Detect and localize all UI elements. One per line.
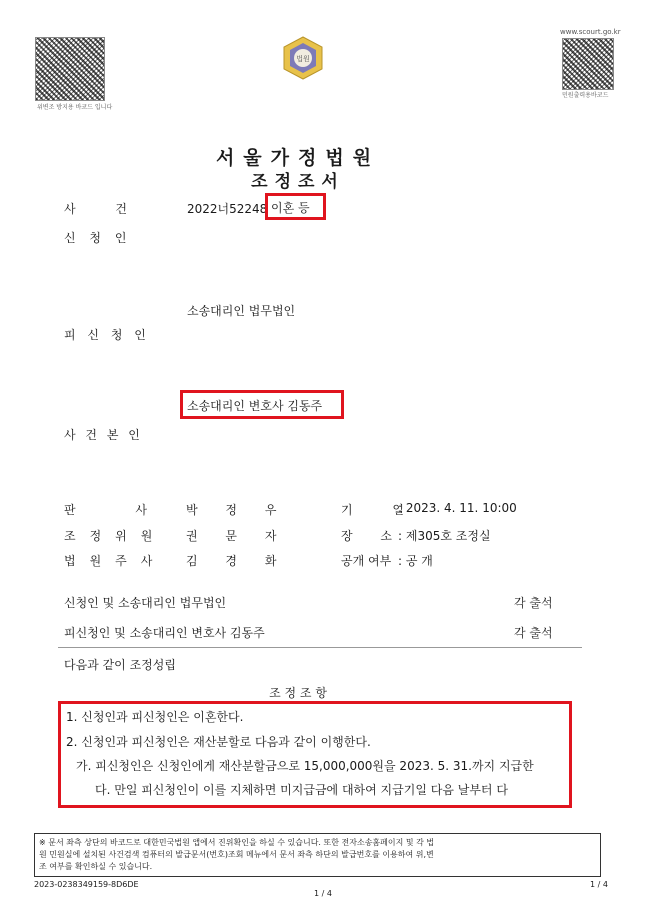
page-number: 1 / 4 bbox=[314, 889, 332, 898]
judge-name: 박 정 우 bbox=[186, 503, 289, 517]
principal-label: 사 건 본 인 bbox=[64, 428, 143, 442]
mediator-label: 조정위원 bbox=[64, 529, 167, 543]
svg-text:법원: 법원 bbox=[296, 55, 310, 63]
notice-line: ※ 문서 좌측 상단의 바코드로 대한민국법원 앱에서 진위확인을 하실 수 있습니다. 또한 전자소송홈페이지 및 각 법 bbox=[39, 838, 435, 847]
court-url: www.scourt.go.kr bbox=[560, 28, 621, 36]
mediation-result: 다음과 같이 조정성립 bbox=[64, 658, 176, 672]
civil-barcode bbox=[562, 38, 614, 90]
case-number: 2022너52248 bbox=[187, 202, 268, 216]
term-2: 2. 신청인과 피신청인은 재산분할로 다음과 같이 이행한다. bbox=[66, 735, 371, 749]
term-1: 1. 신청인과 피신청인은 이혼한다. bbox=[66, 710, 244, 724]
court-emblem-icon bbox=[280, 35, 326, 81]
notice-line: 조 여부를 확인하실 수 있습니다. bbox=[39, 862, 153, 871]
public-value: : 공 개 bbox=[398, 554, 433, 568]
document-number: 2023-0238349159-8D6DE bbox=[34, 880, 139, 889]
mediator-name: 권 문 자 bbox=[186, 529, 289, 543]
clerk-label: 법원주사 bbox=[64, 554, 167, 568]
notice-line: 원 민원실에 설치된 사건검색 컴퓨터의 발급문서(번호)조회 메뉴에서 문서 좌측 하단의 발급번호를 이용하여 위,변 bbox=[39, 850, 434, 859]
attendance-respondent-status: 각 출석 bbox=[514, 626, 553, 640]
applicant-label: 신 청 인 bbox=[64, 231, 132, 245]
document-title: 조정조서 bbox=[251, 172, 345, 192]
date-value: : 2023. 4. 11. 10:00 bbox=[398, 501, 517, 515]
right-barcode-caption: 민원출력용바코드 bbox=[562, 92, 609, 99]
terms-heading: 조 정 조 항 bbox=[269, 686, 327, 700]
verification-notice bbox=[34, 833, 601, 877]
applicant-agent: 소송대리인 법무법인 bbox=[187, 304, 296, 318]
clerk-name: 김 경 화 bbox=[186, 554, 289, 568]
court-title: 서울가정법원 bbox=[215, 147, 381, 169]
attendance-applicant: 신청인 및 소송대리인 법무법인 bbox=[64, 596, 227, 610]
term-2-a: 가. 피신청인은 신청인에게 재산분할금으로 15,000,000원을 2023. 5. 31.까지 지급한 bbox=[76, 759, 534, 773]
judge-label: 판 사 bbox=[64, 503, 175, 517]
page-number-right: 1 / 4 bbox=[590, 880, 608, 889]
term-2-a-cont: 다. 만일 피신청인이 이를 지체하면 미지급금에 대하여 지급기일 다음 날부터 다 bbox=[95, 783, 508, 797]
case-name: 이혼 등 bbox=[271, 201, 310, 215]
respondent-agent: 소송대리인 변호사 김동주 bbox=[187, 399, 323, 413]
left-barcode-caption: 위변조 방지용 바코드 입니다 bbox=[37, 104, 113, 111]
case-label: 사 건 bbox=[64, 202, 145, 216]
respondent-label: 피 신 청 인 bbox=[64, 328, 150, 342]
attendance-applicant-status: 각 출석 bbox=[514, 596, 553, 610]
place-label: 장 소 bbox=[341, 529, 404, 543]
divider bbox=[58, 647, 582, 648]
verification-barcode bbox=[35, 37, 105, 101]
date-label: 기 일 bbox=[341, 503, 422, 517]
public-label: 공개 여부 bbox=[341, 554, 392, 568]
attendance-respondent: 피신청인 및 소송대리인 변호사 김동주 bbox=[64, 626, 265, 640]
place-value: : 제305호 조정실 bbox=[398, 529, 491, 543]
